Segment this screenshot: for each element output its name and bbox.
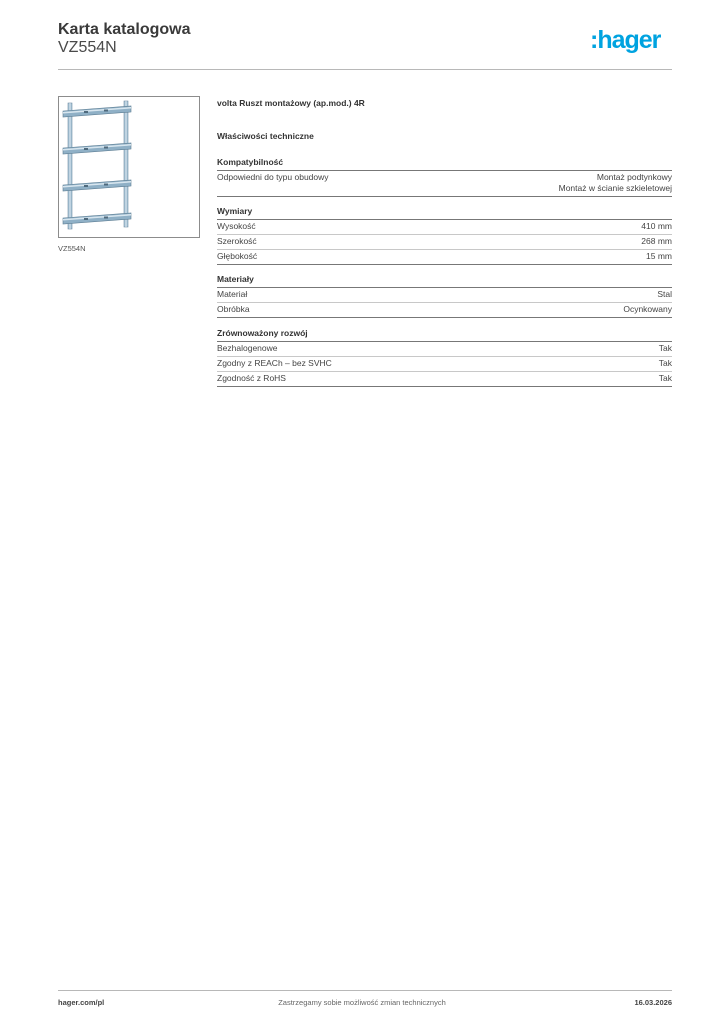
footer-website-link[interactable]: hager.com/pl xyxy=(58,998,105,1007)
group-title: Materiały xyxy=(217,273,672,288)
image-caption: VZ554N xyxy=(58,244,86,253)
footer-date: 16.03.2026 xyxy=(634,998,672,1007)
product-name: volta Ruszt montażowy (ap.mod.) 4R xyxy=(217,98,365,108)
row-label: Odpowiedni do typu obudowy xyxy=(217,172,329,182)
mounting-rack-illustration xyxy=(59,97,199,237)
table-row xyxy=(217,357,672,372)
row-value: Ocynkowany xyxy=(623,304,672,314)
table-row xyxy=(217,342,672,357)
row-label: Materiał xyxy=(217,289,248,299)
table-row xyxy=(217,235,672,250)
product-code: VZ554N xyxy=(58,39,117,56)
table-row xyxy=(217,303,672,318)
table-row xyxy=(217,288,672,303)
row-label: Obróbka xyxy=(217,304,250,314)
group-title: Zrównoważony rozwój xyxy=(217,327,672,342)
hager-logo xyxy=(590,26,676,56)
row-value: Tak xyxy=(658,343,672,353)
row-label: Głębokość xyxy=(217,251,258,261)
group-materials xyxy=(217,273,672,318)
row-value-line: Montaż podtynkowy xyxy=(596,172,672,182)
table-row xyxy=(217,372,672,387)
group-title: Kompatybilność xyxy=(217,156,672,171)
row-label: Szerokość xyxy=(217,236,257,246)
footer-divider xyxy=(58,990,672,991)
row-value xyxy=(559,172,672,194)
row-value: Stal xyxy=(657,289,672,299)
row-label: Wysokość xyxy=(217,221,256,231)
product-image xyxy=(58,96,200,238)
footer-disclaimer: Zastrzegamy sobie możliwość zmian technicznych xyxy=(278,998,446,1007)
row-label: Zgodny z REACh – bez SVHC xyxy=(217,358,332,368)
group-dimensions xyxy=(217,205,672,265)
group-sustainability xyxy=(217,327,672,387)
row-value: 15 mm xyxy=(646,251,672,261)
row-value-line: Montaż w ścianie szkieletowej xyxy=(558,183,672,193)
row-value: 410 mm xyxy=(641,221,672,231)
group-title: Wymiary xyxy=(217,205,672,220)
header-divider xyxy=(58,69,672,70)
section-title: Właściwości techniczne xyxy=(217,131,314,141)
row-value: Tak xyxy=(658,358,672,368)
row-value: Tak xyxy=(658,373,672,383)
table-row xyxy=(217,250,672,265)
page-title: Karta katalogowa xyxy=(58,21,191,38)
group-compatibility xyxy=(217,156,672,197)
table-row xyxy=(217,220,672,235)
table-row xyxy=(217,171,672,197)
row-value: 268 mm xyxy=(641,236,672,246)
row-label: Zgodność z RoHS xyxy=(217,373,286,383)
logo-text: :hager xyxy=(590,26,661,54)
row-label: Bezhalogenowe xyxy=(217,343,278,353)
